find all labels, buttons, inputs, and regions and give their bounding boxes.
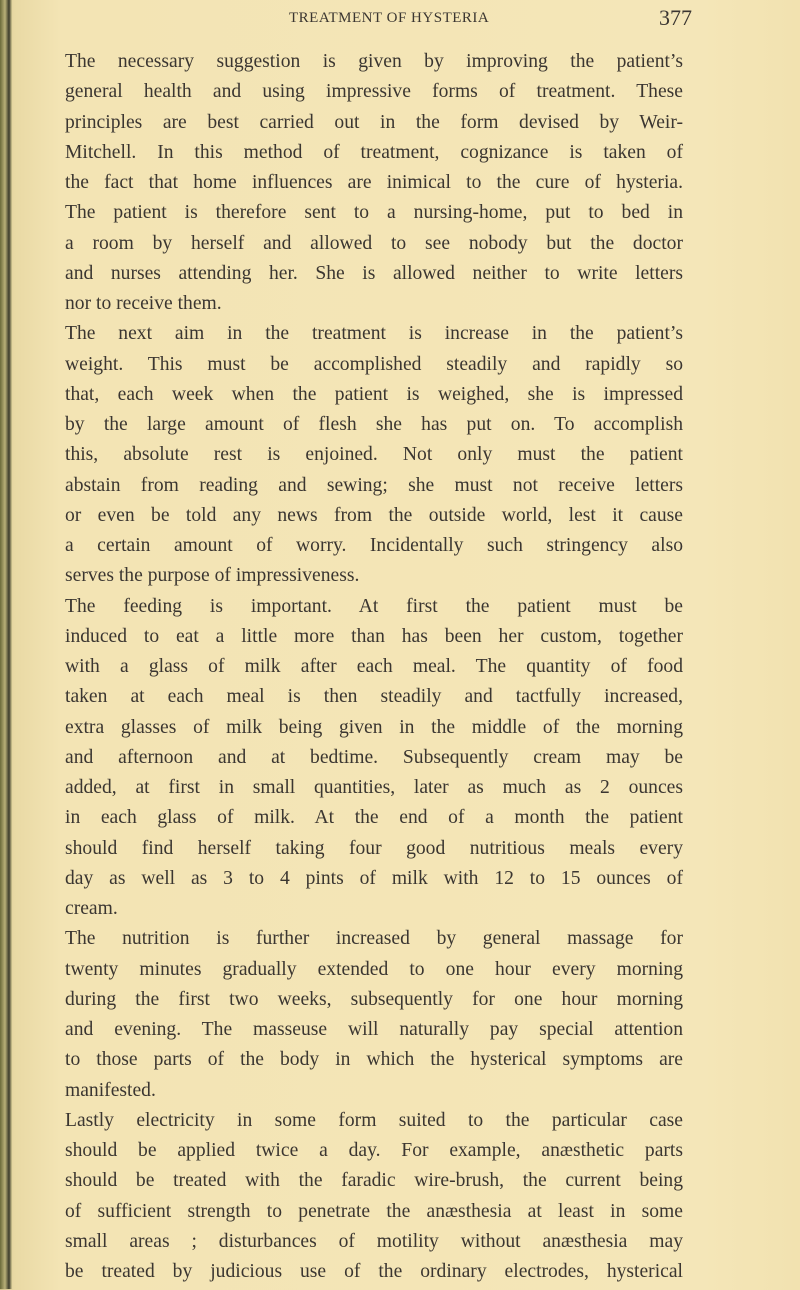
text-line: cream. xyxy=(65,898,118,919)
text-line: taken at each meal is then steadily and tactfully increased, xyxy=(65,686,683,708)
text-line: The nutrition is further increased by general massage for xyxy=(65,928,683,950)
text-line: should be applied twice a day. For example, anæsthetic parts xyxy=(65,1140,683,1161)
text-line: The feeding is important. At first the patient must be xyxy=(65,595,683,617)
text-line: that, each week when the patient is weighed, she is impressed xyxy=(65,383,683,405)
text-line: added, at first in small quantities, later as much as 2 ounces xyxy=(65,777,683,798)
text-line: a certain amount of worry. Incidentally such stringency also xyxy=(65,535,683,556)
text-line: or even be told any news from the outside world, lest it cause xyxy=(65,504,683,526)
text-line: should be treated with the faradic wire-brush, the current being xyxy=(65,1170,683,1192)
text-line: general health and using impressive forms of treatment. These xyxy=(65,81,683,103)
text-line: and afternoon and at bedtime. Subsequently cream may be xyxy=(65,746,683,768)
text-line: and nurses attending her. She is allowed neither to write letters xyxy=(65,262,683,284)
text-line: in each glass of milk. At the end of a month the patient xyxy=(65,807,683,829)
text-line: by the large amount of flesh she has put on. To accomplish xyxy=(65,414,683,435)
text-line: weight. This must be accomplished steadily and rapidly so xyxy=(65,353,683,375)
text-line: day as well as 3 to 4 pints of milk with 12 to 15 ounces of xyxy=(65,867,683,889)
page-number: 377 xyxy=(659,5,692,30)
text-line: extra glasses of milk being given in the middle of the morning xyxy=(65,716,683,738)
text-line: should find herself taking four good nutritious meals every xyxy=(65,837,683,859)
text-line: Mitchell. In this method of treatment, cognizance is taken of xyxy=(65,141,683,163)
text-line: nor to receive them. xyxy=(65,293,222,314)
text-line: twenty minutes gradually extended to one hour every morning xyxy=(65,958,683,980)
text-line: of sufficient strength to penetrate the anæsthesia at least in some xyxy=(65,1200,683,1222)
text-line: the fact that home influences are inimical to the cure of hysteria. xyxy=(65,172,683,193)
body-text xyxy=(65,50,683,1290)
text-line: with a glass of milk after each meal. The quantity of food xyxy=(65,656,683,677)
text-line: induced to eat a little more than has been her custom, together xyxy=(65,625,683,647)
text-line: and evening. The masseuse will naturally pay special attention xyxy=(65,1019,683,1040)
text-line: The necessary suggestion is given by improving the patient’s xyxy=(65,51,683,72)
text-line: manifested. xyxy=(65,1079,156,1101)
text-line: serves the purpose of impressiveness. xyxy=(65,565,360,587)
book-binding-edge xyxy=(0,0,12,1289)
text-line: this, absolute rest is enjoined. Not only must the patient xyxy=(65,444,683,466)
text-line: be treated by judicious use of the ordinary electrodes, hysterical xyxy=(65,1261,683,1282)
text-line: small areas ; disturbances of motility without anæsthesia may xyxy=(65,1230,683,1252)
text-line: principles are best carried out in the form devised by Weir- xyxy=(65,111,683,133)
text-line: abstain from reading and sewing; she must not receive letters xyxy=(65,474,683,496)
running-header: TREATMENT OF HYSTERIA xyxy=(289,10,490,26)
text-line: during the first two weeks, subsequently for one hour morning xyxy=(65,988,683,1010)
text-line: Lastly electricity in some form suited to the particular case xyxy=(65,1109,683,1131)
text-line: to those parts of the body in which the hysterical symptoms are xyxy=(65,1049,683,1071)
text-line: The patient is therefore sent to a nursing-home, put to bed in xyxy=(65,202,683,224)
text-line: The next aim in the treatment is increase in the patient’s xyxy=(65,323,683,345)
text-line: a room by herself and allowed to see nobody but the doctor xyxy=(65,232,683,254)
